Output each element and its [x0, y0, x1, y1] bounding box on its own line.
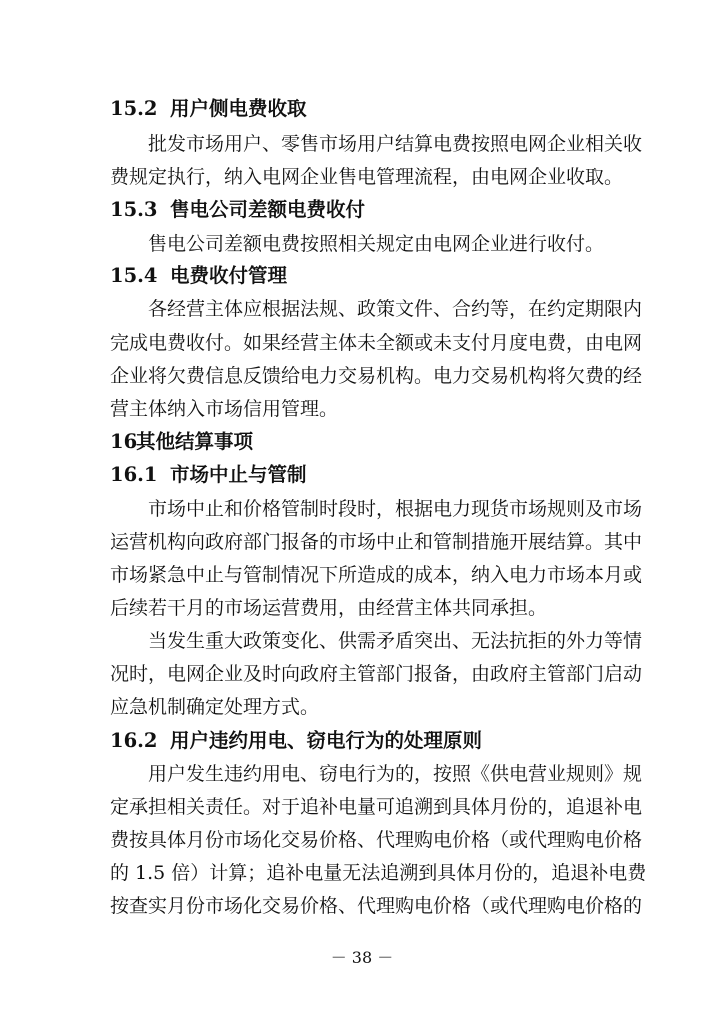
paragraph-line: 批发市场用户、零售市场用户结算电费按照电网企业相关收: [148, 133, 643, 155]
paragraph-line: 营主体纳入市场信用管理。: [110, 398, 339, 420]
paragraph-line: 后续若干月的市场运营费用，由经营主体共同承担。: [110, 597, 548, 619]
heading-15-2: 15.2 用户侧电费收取: [110, 97, 307, 120]
heading-15-3: 15.3 售电公司差额电费收付: [110, 198, 366, 221]
paragraph-line: 当发生重大政策变化、供需矛盾突出、无法抗拒的外力等情: [148, 630, 643, 652]
paragraph-line: 费规定执行，纳入电网企业售电管理流程，由电网企业收取。: [110, 166, 624, 188]
paragraph-line: 的 1.5 倍）计算；追补电量无法追溯到具体月份的，追退补电费: [110, 862, 647, 884]
paragraph-line: 费按具体月份市场化交易价格、代理购电价格（或代理购电价格: [110, 829, 643, 851]
paragraph-line: 完成电费收付。如果经营主体未全额或未支付月度电费，由电网: [110, 332, 643, 354]
heading-16: 16其他结算事项: [110, 430, 254, 453]
paragraph-line: 用户发生违约用电、窃电行为的，按照《供电营业规则》规: [148, 763, 643, 785]
heading-16-1: 16.1 市场中止与管制: [110, 463, 307, 486]
paragraph-line: 市场中止和价格管制时段时，根据电力现货市场规则及市场: [148, 498, 643, 520]
paragraph-line: 应急机制确定处理方式。: [110, 696, 320, 718]
paragraph-line: 定承担相关责任。对于追补电量可追溯到具体月份的，追退补电: [110, 796, 643, 818]
paragraph-line: 各经营主体应根据法规、政策文件、合约等，在约定期限内: [148, 298, 643, 320]
paragraph-line: 按查实月份市场化交易价格、代理购电价格（或代理购电价格的: [110, 895, 643, 917]
heading-16-2: 16.2 用户违约用电、窃电行为的处理原则: [110, 729, 483, 752]
paragraph-line: 运营机构向政府部门报备的市场中止和管制措施开展结算。其中: [110, 531, 643, 553]
heading-15-4: 15.4 电费收付管理: [110, 264, 288, 287]
paragraph-line: 售电公司差额电费按照相关规定由电网企业进行收付。: [148, 233, 605, 255]
paragraph-line: 市场紧急中止与管制情况下所造成的成本，纳入电力市场本月或: [110, 564, 643, 586]
paragraph-line: 况时，电网企业及时向政府主管部门报备，由政府主管部门启动: [110, 663, 643, 685]
paragraph-line: 企业将欠费信息反馈给电力交易机构。电力交易机构将欠费的经: [110, 365, 643, 387]
page-number: － 38 －: [330, 948, 394, 967]
